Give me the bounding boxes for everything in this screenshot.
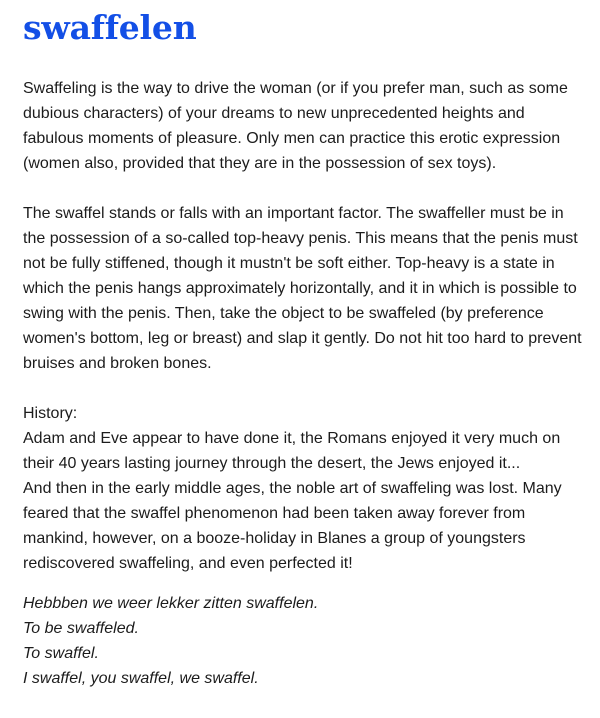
example-line-4: I swaffel, you swaffel, we swaffel.: [23, 670, 259, 687]
meaning-paragraph-1: Swaffeling is the way to drive the woman (or if you prefer man, such as some dubious characters) of your dreams to new unprecedented heights and fabulous moments of pleasure. Only men can practice this erotic expression (women also, provided that they are in the possession of sex toys).: [23, 80, 568, 172]
definition-entry: [23, 0, 583, 691]
history-heading: History:: [23, 405, 78, 422]
meaning-text: [23, 76, 583, 576]
history-line-2: And then in the early middle ages, the noble art of swaffeling was lost. Many feared that the swaffel phenomenon had been taken away forever from mankind, however, on a booze-holiday in Blanes a group of youngsters rediscovered swaffeling, and even perfected it!: [23, 480, 562, 572]
history-line-1: Adam and Eve appear to have done it, the Romans enjoyed it very much on their 40 years lasting journey through the desert, the Jews enjoyed it...: [23, 430, 561, 472]
example-text: [23, 591, 583, 691]
meaning-paragraph-2: The swaffel stands or falls with an important factor. The swaffeller must be in the possession of a so-called top-heavy penis. This means that the penis must not be fully stiffened, though it mustn't be soft either. Top-heavy is a state in which the penis hangs approximately horizontally, and it in which is possible to swing with the penis. Then, take the object to be swaffeled (by preference women's bottom, leg or breast) and slap it gently. Do not hit too hard to prevent bruises and broken bones.: [23, 205, 582, 372]
example-line-1: Hebbben we weer lekker zitten swaffelen.: [23, 595, 319, 612]
example-line-2: To be swaffeled.: [23, 620, 139, 637]
word-title-link[interactable]: swaffelen: [23, 8, 197, 47]
example-line-3: To swaffel.: [23, 645, 99, 662]
